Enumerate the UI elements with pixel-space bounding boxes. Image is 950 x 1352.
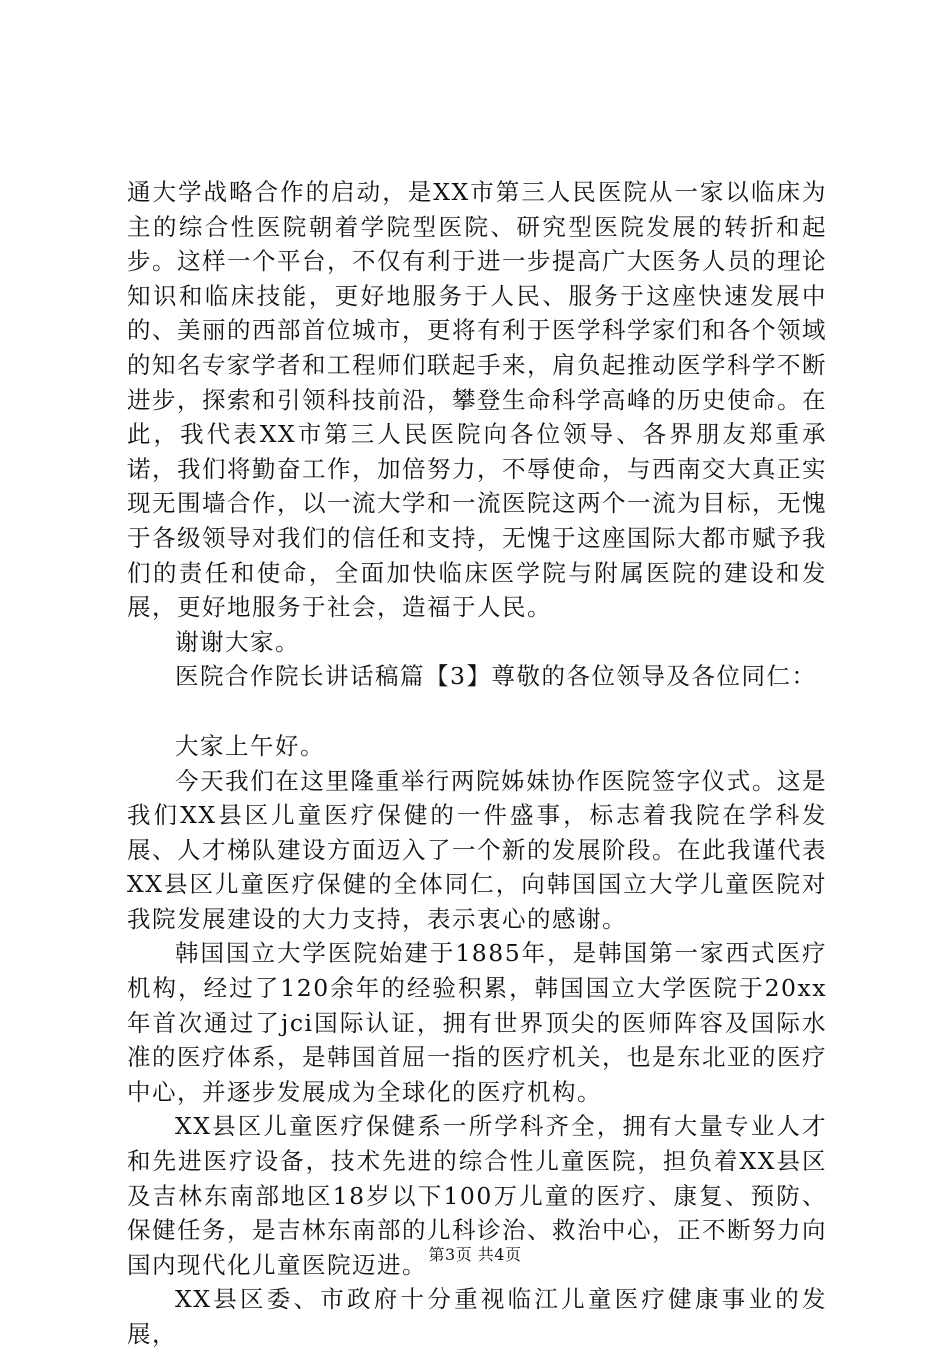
paragraph-ceremony: 今天我们在这里隆重举行两院姊妹协作医院签字仪式。这是我们XX县区儿童医疗保健的一件盛事，标志着我院在学科发展、人才梯队建设方面迈入了一个新的发展阶段。在此我谨代表XX县区儿童医疗保健的全体同仁，向韩国国立大学儿童医院对我院发展建设的大力支持，表示衷心的感谢。 xyxy=(127,766,827,933)
document-body xyxy=(127,175,827,1352)
page-footer: 第3页 共4页 xyxy=(428,1245,522,1264)
paragraph-continuation: 通大学战略合作的启动，是XX市第三人民医院从一家以临床为主的综合性医院朝着学院型医院、研究型医院发展的转折和起步。这样一个平台，不仅有利于进一步提高广大医务人员的理论知识和临床技能，更好地服务于人民、服务于这座快速发展中的、美丽的西部首位城市，更将有利于医学科学家们和各个领域的知名专家学者和工程师们联起手来，肩负起推动医学科学不断进步，探索和引领科技前沿，攀登生命科学高峰的历史使命。在此，我代表XX市第三人民医院向各位领导、各界朋友郑重承诺，我们将勤奋工作，加倍努力，不辱使命，与西南交大真正实现无围墙合作，以一流大学和一流医院这两个一流为目标，无愧于各级领导对我们的信任和支持，无愧于这座国际大都市赋予我们的责任和使命，全面加快临床医学院与附属医院的建设和发展，更好地服务于社会，造福于人民。 xyxy=(127,178,827,622)
paragraph-korea-hospital: 韩国国立大学医院始建于1885年，是韩国第一家西式医疗机构，经过了120余年的经验积累，韩国国立大学医院于20xx年首次通过了jci国际认证，拥有世界顶尖的医师阵容及国际水准的医疗体系，是韩国首屈一指的医疗机关，也是东北亚的医疗中心，并逐步发展成为全球化的医疗机构。 xyxy=(127,939,827,1106)
paragraph-thanks: 谢谢大家。 xyxy=(175,627,300,656)
paragraph-local-hospital: XX县区儿童医疗保健系一所学科齐全，拥有大量专业人才和先进医疗设备，技术先进的综合性儿童医院，担负着XX县区及吉林东南部地区18岁以下100万儿童的医疗、康复、预防、保健任务，是吉林东南部的儿科诊治、救治中心，正不断努力向国内现代化儿童医院迈进。 xyxy=(127,1112,827,1279)
paragraph-section-heading: 医院合作院长讲话稿篇【3】尊敬的各位领导及各位同仁： xyxy=(175,662,817,691)
paragraph-greeting: 大家上午好。 xyxy=(175,731,325,760)
paragraph-government: XX县区委、市政府十分重视临江儿童医疗健康事业的发展， xyxy=(127,1285,827,1348)
